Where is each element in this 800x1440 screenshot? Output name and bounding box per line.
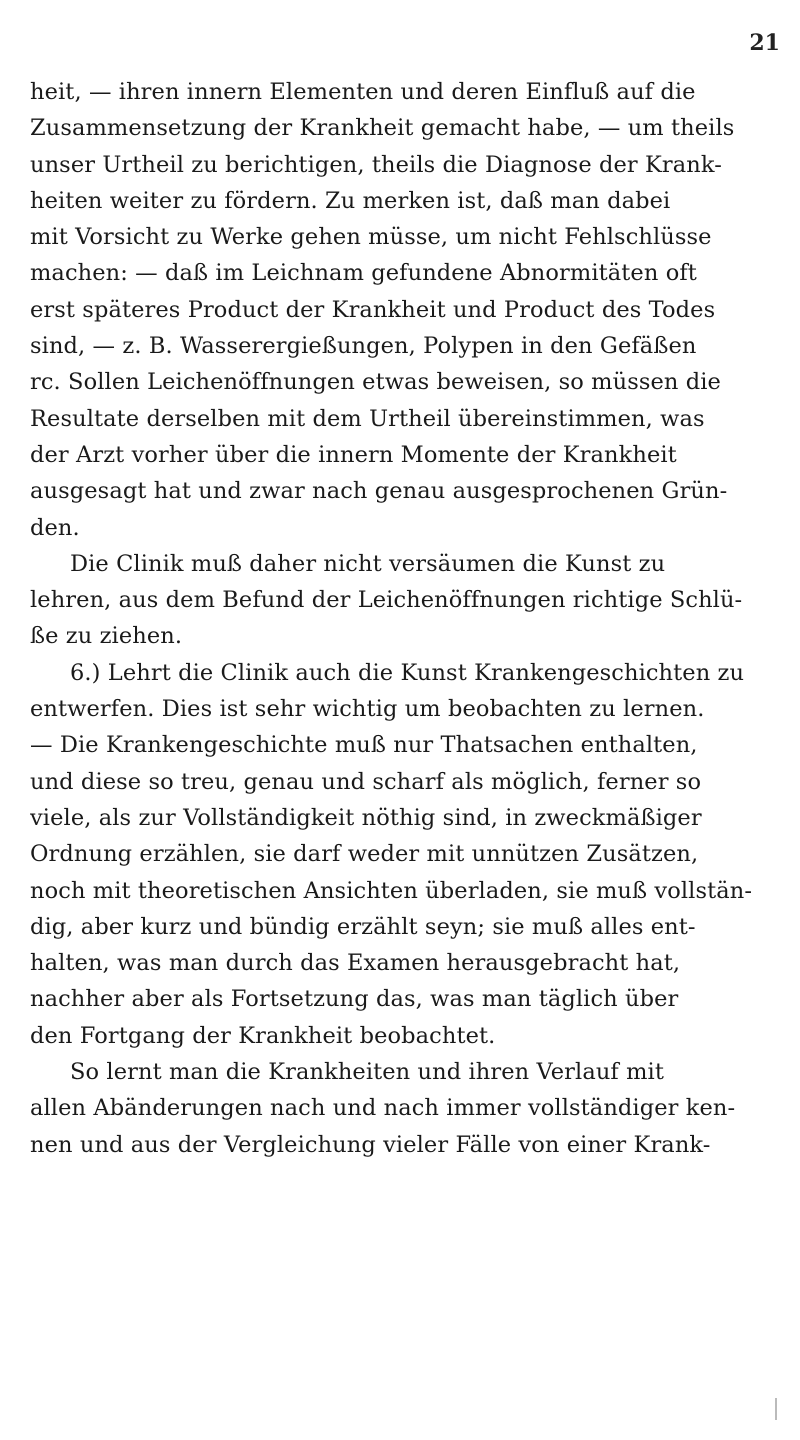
text-line: mit Vorsicht zu Werke gehen müsse, um nicht Fehlschlüsse xyxy=(30,224,712,251)
text-line: Zusammensetzung der Krankheit gemacht habe, — um theils xyxy=(30,115,735,142)
text-line: rc. Sollen Leichenöffnungen etwas beweisen, so müssen die xyxy=(30,369,721,396)
text-line: entwerfen. Dies ist sehr wichtig um beobachten zu lernen. xyxy=(30,696,705,723)
text-line: — Die Krankengeschichte muß nur Thatsachen enthalten, xyxy=(30,732,698,759)
page-number: 21 xyxy=(749,30,780,56)
text-line: lehren, aus dem Befund der Leichenöffnungen richtige Schlü- xyxy=(30,587,743,614)
paragraph-start-line: So lernt man die Krankheiten und ihren Verlauf mit xyxy=(70,1059,664,1086)
text-line: der Arzt vorher über die innern Momente der Krankheit xyxy=(30,441,677,468)
text-line: sind, — z. B. Wasserergießungen, Polypen in den Gefäßen xyxy=(30,333,697,360)
text-line: halten, was man durch das Examen herausgebracht hat, xyxy=(30,950,681,977)
text-line: nachher aber als Fortsetzung das, was man täglich über xyxy=(30,986,679,1013)
text-line: ße zu ziehen. xyxy=(30,623,183,650)
text-line: erst späteres Product der Krankheit und Product des Todes xyxy=(30,296,716,323)
margin-mark xyxy=(775,1398,777,1420)
text-line: machen: — daß im Leichnam gefundene Abnormitäten oft xyxy=(30,260,697,287)
page-text xyxy=(30,74,778,1163)
text-line: heit, — ihren innern Elementen und deren Einfluß auf die xyxy=(30,79,696,105)
text-line: viele, als zur Vollständigkeit nöthig sind, in zweckmäßiger xyxy=(30,804,702,831)
text-line: und diese so treu, genau und scharf als möglich, ferner so xyxy=(30,768,702,795)
text-line: allen Abänderungen nach und nach immer vollständiger ken- xyxy=(30,1095,736,1122)
paragraph-start-line: Die Clinik muß daher nicht versäumen die Kunst zu xyxy=(70,550,666,577)
text-line: Ordnung erzählen, sie darf weder mit unnützen Zusätzen, xyxy=(30,841,699,868)
text-line: ausgesagt hat und zwar nach genau ausgesprochenen Grün- xyxy=(30,478,728,505)
text-line: nen und aus der Vergleichung vieler Fälle von einer Krank- xyxy=(30,1131,711,1158)
text-line: heiten weiter zu fördern. Zu merken ist, daß man dabei xyxy=(30,187,671,214)
text-line: den. xyxy=(30,514,80,541)
text-line: noch mit theoretischen Ansichten überladen, sie muß vollstän- xyxy=(30,877,753,904)
text-line: Resultate derselben mit dem Urtheil übereinstimmen, was xyxy=(30,405,705,432)
text-line: unser Urtheil zu berichtigen, theils die Diagnose der Krank- xyxy=(30,151,722,178)
numbered-section-line: 6.) Lehrt die Clinik auch die Kunst Krankengeschichten zu xyxy=(70,659,745,686)
text-line: den Fortgang der Krankheit beobachtet. xyxy=(30,1022,496,1049)
text-line: dig, aber kurz und bündig erzählt seyn; sie muß alles ent- xyxy=(30,913,696,940)
